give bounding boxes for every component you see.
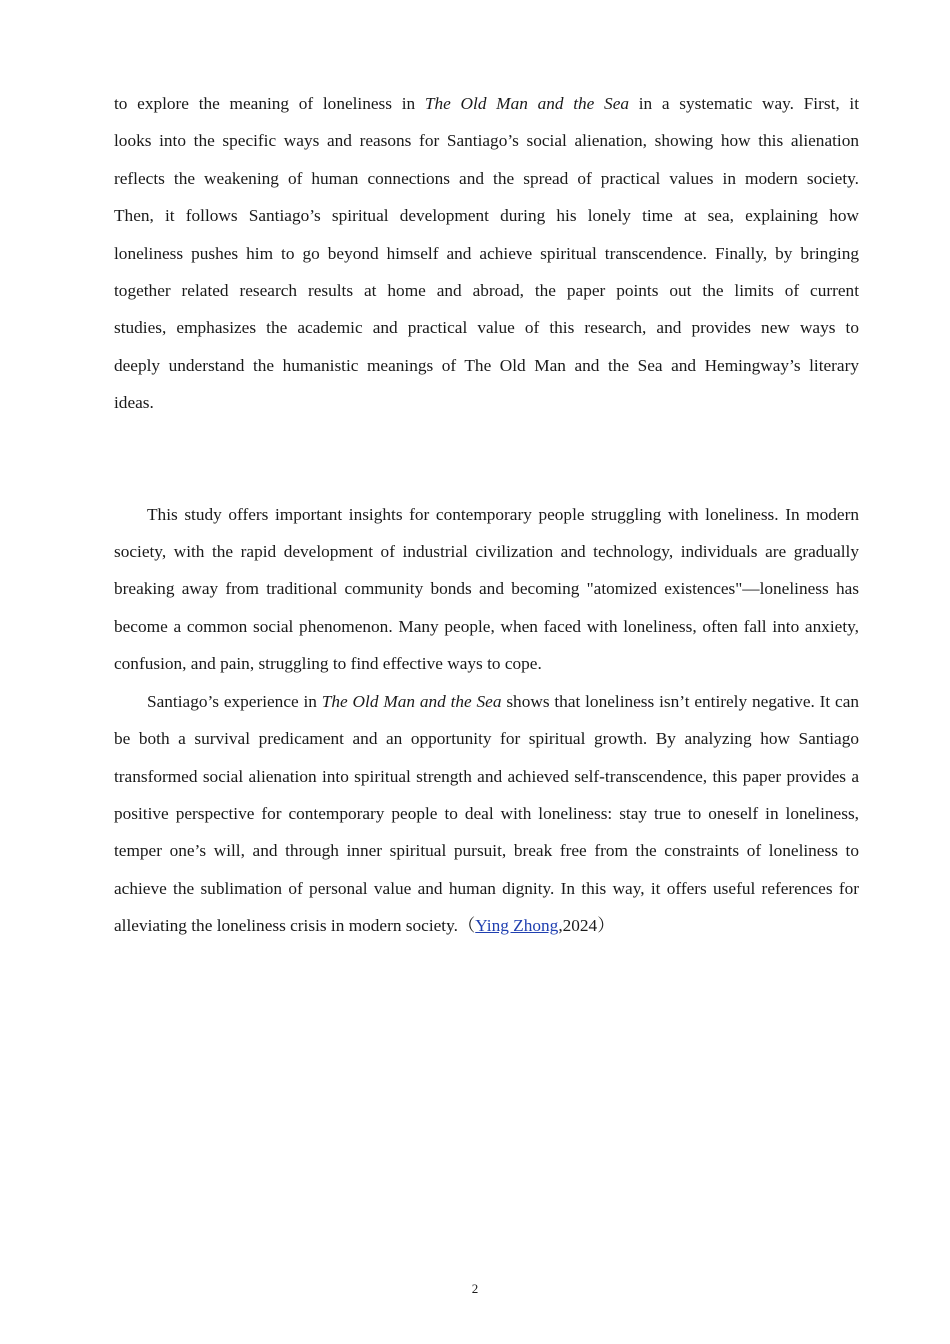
paragraph-intro	[114, 85, 859, 422]
book-title-italic: The Old Man and the Sea	[321, 691, 502, 711]
paragraph-intro-text-rest: in a systematic way. First, it looks into the specific ways and reasons for Santiago’s social alienation, showing how this alienation reflects the weakening of human connections and the spread of practical values in modern society. Then, it follows Santiago’s spiritual development during his lonely time at sea, explaining how loneliness pushes him to go beyond himself and achieve spiritual transcendence. Finally, by bringing together related research results at home and abroad, the paper points out the limits of current studies, emphasizes the academic and practical value of this research, and provides new ways to deeply understand the humanistic meanings of The Old Man and the Sea and Hemingway’s literary ideas.	[114, 94, 860, 413]
page-number: 2	[471, 1281, 479, 1296]
paragraph-insights	[114, 496, 859, 683]
paragraph-santiago-text-start: Santiago’s experience in	[147, 691, 322, 711]
paragraph-insights-text: This study offers important insights for contemporary people struggling with loneliness. In modern society, with the rapid development of industrial civilization and technology, individuals are gradually breaking away from traditional community bonds and becoming "atomized existences"—loneliness has become a common social phenomenon. Many people, when faced with loneliness, often fall into anxiety, confusion, and pain, struggling to find effective ways to cope.	[114, 504, 859, 674]
paragraph-santiago-text-rest: shows that loneliness isn’t entirely negative. It can be both a survival predicament and an opportunity for spiritual growth. By analyzing how Santiago transformed social alienation into spiritual strength and achieved self-transcendence, this paper provides a positive perspective for contemporary people to deal with loneliness: stay true to oneself in loneliness, temper one’s will, and through inner spiritual pursuit, break free from the constraints of loneliness to achieve the sublimation of personal value and human dignity. In this way, it offers useful references for alleviating the loneliness crisis in modern society.	[114, 691, 860, 936]
document-body	[114, 85, 859, 945]
citation-year: ,2024）	[558, 916, 615, 936]
citation-open-paren: （	[457, 916, 476, 936]
citation-author-link[interactable]: Ying Zhong	[475, 916, 559, 936]
book-title-italic: The Old Man and the Sea	[424, 94, 630, 113]
paragraph-intro-text-start: to explore the meaning of loneliness in	[114, 94, 425, 113]
paragraph-santiago-experience	[114, 683, 859, 945]
